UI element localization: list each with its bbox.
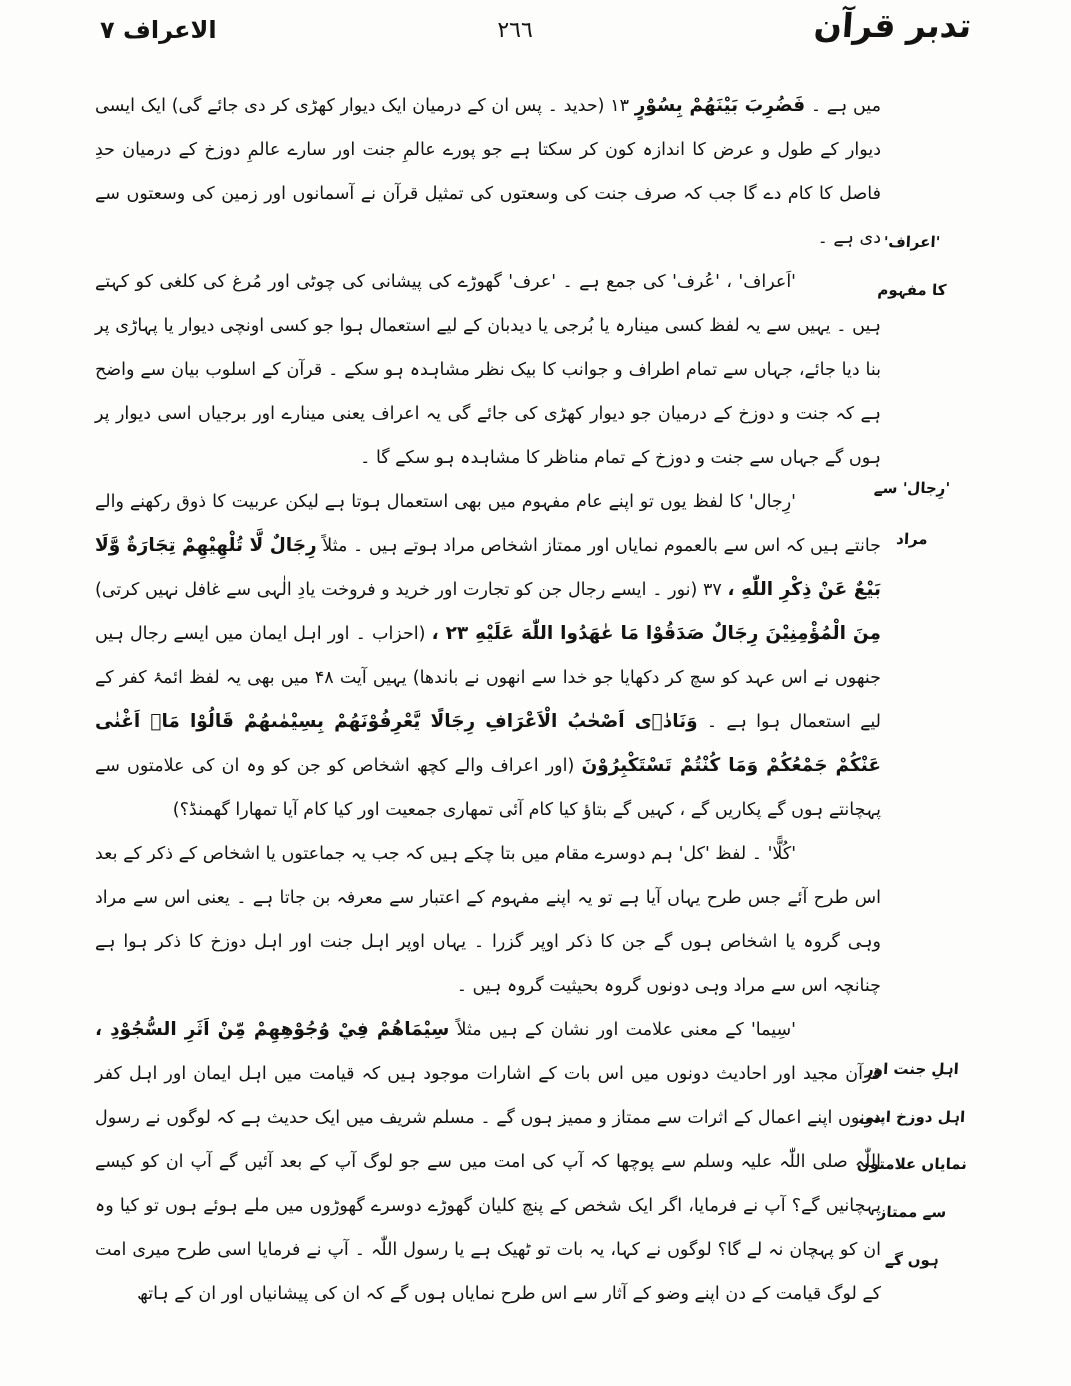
quran-quote: وَنَادٰۤى اَصْحٰبُ الْاَعْرَافِ رِجَالًا يَّعْرِفُوْنَهُمْ بِسِيْمٰىهُمْ قَالُوْا مَاۤ اَغْنٰى عَنْكُمْ جَمْعُكُمْ وَمَا كُنْتُمْ تَسْتَكْبِرُوْنَ [95, 711, 881, 776]
margin-note: سے ممتاز [877, 1203, 947, 1221]
urdu-text: ۳۷ (نور ۔ ایسے رجال جن کو تجارت اور خرید و فروخت یادِ الٰہی سے غافل نہیں کرتی) [95, 580, 728, 600]
margin-note: کا مفہوم [877, 281, 947, 299]
surah-title: الاعراف ۷ [100, 16, 217, 44]
urdu-text: 'اَعراف' ، 'عُرف' کی جمع ہے ۔ 'عرف' گھوڑے کی پیشانی کی چوٹی اور مُرغ کی کلغی کو کہتے ہیں ۔ یہیں سے یہ لفظ کسی مینارہ یا بُرجی یا دیدبان کے لیے استعمال ہوا جو کسی اونچی دیوار یا پہاڑی پر بنا دیا جائے، جہاں سے تمام اطراف و جوانب کا بیک نظر مشاہدہ ہو سکے ۔ قرآن کے اسلوب بیان سے واضح ہے کہ جنت و دوزخ کے درمیان جو دیوار کھڑی کی جائے گی یہ اعراف یعنی مینارے اور برجیاں اسی دیوار پر ہوں گے جہاں سے جنت و دوزخ کے تمام مناظر کا مشاہدہ ہو سکے گا ۔ [95, 272, 881, 468]
margin-note: 'اعراف' [883, 233, 941, 251]
page-header [100, 6, 971, 70]
margin-note: 'رِجال' سے [873, 479, 951, 497]
text-body [95, 84, 881, 1316]
paragraph [95, 480, 881, 832]
urdu-text: (اور اعراف والے کچھ اشخاص کو جن کو وہ ان کی علامتوں سے پہچانتے ہوں گے پکاریں گے ، کہیں گے بتاؤ کیا کام آئی تمھاری جمعیت اور کیا کام آیا تمھارا گھمنڈ؟) [95, 756, 881, 820]
paragraph [95, 832, 881, 1008]
quran-quote: فَضُرِبَ بَيْنَهُمْ بِسُوْرٍ [634, 95, 806, 116]
margin-note: مراد [895, 530, 929, 548]
quran-quote: رِجَالٌ لَّا تُلْهِيْهِمْ تِجَارَةٌ وَّلَا بَيْعٌ عَنْ ذِكْرِ اللّٰهِ ، [95, 535, 881, 600]
urdu-text: قرآن مجید اور احادیث دونوں میں اس بات کے اشارات موجود ہیں کہ قیامت میں اہل ایمان اور اہل کفر دونوں اپنے اعمال کے اثرات سے ممتاز و ممیز ہوں گے ۔ مسلم شریف میں ایک حدیث ہے کہ لوگوں نے رسول اللّٰہ صلی اللّٰہ علیہ وسلم سے پوچھا کہ آپ کی امت میں سے جو لوگ آپ کے بعد آئیں گے آپ ان کو کیسے پہچانیں گے؟ آپ نے فرمایا، اگر ایک شخص کے پنچ کلیان گھوڑے دوسرے گھوڑوں میں ملے ہوئے ہوں تو کیا وہ ان کو پہچان نہ لے گا؟ لوگوں نے کہا، یہ بات تو ٹھیک ہے یا رسول اللّٰہ ۔ آپ نے فرمایا اسی طرح میری امت کے لوگ قیامت کے دن اپنے وضو کے آثار سے اس طرح نمایاں ہوں گے کہ ان کی پیشانیاں اور ان کے ہاتھ [95, 1064, 881, 1304]
margin-note: اہلِ جنت اور [864, 1060, 960, 1078]
margin-note: نمایاں علامتوں [856, 1155, 968, 1173]
margin-note: ہوں گے [884, 1251, 940, 1269]
book-title: تدبر قرآن [812, 6, 973, 45]
paragraph [95, 260, 881, 480]
urdu-text: 'سِیما' کے معنی علامت اور نشان کے ہیں مثلاً [449, 1020, 796, 1040]
urdu-text: (احزاب ۔ اور اہل ایمان میں ایسے رجال ہیں جنھوں نے اس عہد کو سچ کر دکھایا جو خدا سے انھوں نے باندھا) یہیں آیت ۴۸ میں بھی یہ لفظ ائمۂ کفر کے لیے استعمال ہوا ہے ۔ [95, 624, 881, 732]
margin-note: اہل دوزخ اپنی [858, 1108, 966, 1126]
paragraph [95, 1008, 881, 1316]
urdu-text: ۱۳ (حدید ۔ پس ان کے درمیان ایک دیوار کھڑی کر دی جائے گی) ایک ایسی دیوار کے طول و عرض کا اندازہ کون کر سکتا ہے جو پورے عالمِ جنت اور سارے عالمِ دوزخ کے درمیان حدِ فاصل کا کام دے گا جب کہ صرف جنت کی وسعتوں کی تمثیل قرآن نے آسمانوں اور زمین کی وسعتوں سے دی ہے ۔ [95, 96, 881, 248]
urdu-text: 'كُلًّا' ۔ لفظ 'کل' ہم دوسرے مقام میں بتا چکے ہیں کہ جب یہ جماعتوں یا اشخاص کے ذکر کے بعد اس طرح آئے جس طرح یہاں آیا ہے تو یہ اپنے مفہوم کے اعتبار سے معرفہ بن جاتا ہے ۔ یعنی اس سے مراد وہی گروہ یا اشخاص ہوں گے جن کا ذکر اوپر گزرا ۔ یہاں اوپر اہل جنت اور اہل دوزخ کا ذکر ہوا ہے چنانچہ اس سے مراد وہی دونوں گروہ بحیثیت گروہ ہیں ۔ [95, 844, 881, 996]
quran-quote: مِنَ الْمُؤْمِنِيْنَ رِجَالٌ صَدَقُوْا مَا عٰهَدُوا اللّٰهَ عَلَيْهِ ۲۳ ، [431, 623, 882, 644]
paragraph [95, 84, 881, 260]
page-number: ٢٦٦ [497, 18, 533, 43]
urdu-text: میں ہے ۔ [805, 96, 881, 116]
urdu-text: 'رِجال' کا لفظ یوں تو اپنے عام مفہوم میں بھی استعمال ہوتا ہے لیکن عربیت کا ذوق رکھنے والے جانتے ہیں کہ اس سے بالعموم نمایاں اور ممتاز اشخاص مراد ہوتے ہیں ۔ مثلاً [95, 492, 881, 556]
quran-quote: سِيْمَاهُمْ فِيْ وُجُوْهِهِمْ مِّنْ اَثَرِ السُّجُوْدِ ، [95, 1019, 450, 1040]
